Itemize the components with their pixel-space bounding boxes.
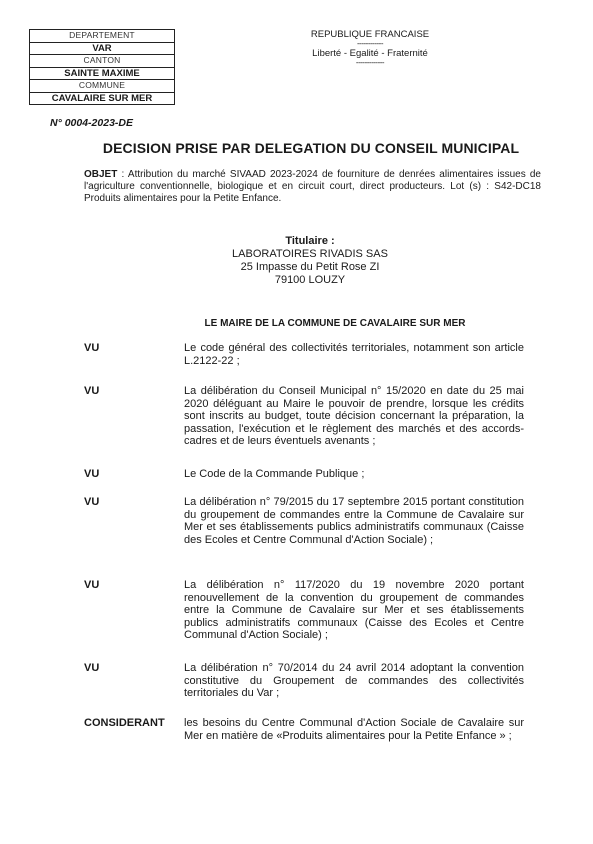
decision-reference: N° 0004-2023-DE — [50, 117, 133, 129]
republic-title: REPUBLIQUE FRANCAISE — [310, 29, 430, 40]
clause-text: Le Code de la Commande Publique ; — [184, 468, 365, 480]
clause-text: La délibération n° 79/2015 du 17 septembre 2015 portant constitution du groupement de commandes entre la Commune de Cavalaire sur Mer et ses établissements publics administratifs communaux (Caisse des Ecoles et Centre Communal d'Action Sociale) ; — [184, 496, 524, 546]
canton-label: CANTON — [30, 55, 174, 68]
clause-key: VU — [84, 662, 100, 674]
titulaire-block — [210, 235, 410, 287]
republic-header — [290, 29, 450, 67]
objet-paragraph — [84, 169, 541, 205]
clause-key: VU — [84, 496, 100, 508]
maire-heading: LE MAIRE DE LA COMMUNE DE CAVALAIRE SUR MER — [204, 318, 466, 329]
clause-key: CONSIDERANT — [84, 717, 165, 729]
clause-text: les besoins du Centre Communal d'Action Sociale de Cavalaire sur Mer en matière de «Produits alimentaires pour la Petite Enfance » ; — [184, 717, 524, 742]
separator-top: ------------ — [357, 39, 383, 48]
clause-text: La délibération du Conseil Municipal n° 15/2020 en date du 25 mai 2020 déléguant au Maire le pouvoir de prendre, lorsque les crédits sont inscrits au budget, toute décision concernant la préparation, la passation, l'exécution et le règlement des marchés et des accords-cadres et de leurs éventuels avenants ; — [184, 385, 524, 447]
clause-key: VU — [84, 579, 100, 591]
titulaire-name: LABORATOIRES RIVADIS SAS — [232, 248, 388, 260]
clause-text: La délibération n° 117/2020 du 19 novembre 2020 portant renouvellement de la convention du groupement de commandes entre la Commune de Cavalaire sur Mer et ses établissements publics administratifs communaux (Caisse des Ecoles et Centre Communal d'Action Sociale) ; — [184, 579, 524, 641]
titulaire-city: 79100 LOUZY — [274, 274, 346, 286]
departement-label: DEPARTEMENT — [30, 30, 174, 43]
titulaire-address: 25 Impasse du Petit Rose ZI — [240, 261, 380, 273]
clause-text: Le code général des collectivités territoriales, notamment son article L.2122-22 ; — [184, 342, 524, 367]
canton-value: SAINTE MAXIME — [30, 68, 174, 81]
clause-key: VU — [84, 385, 100, 397]
clause-key: VU — [84, 342, 100, 354]
administrative-box — [29, 29, 175, 105]
departement-value: VAR — [30, 43, 174, 56]
objet-text: : Attribution du marché SIVAAD 2023-2024 de fourniture de denrées alimentaires issues de l'agriculture conventionnelle, biologique et en circuit court, direct producteurs. Lot (s) : S42-DC18 Produits alimentaires pour la Petite Enfance. — [84, 169, 541, 204]
page-title: DECISION PRISE PAR DELEGATION DU CONSEIL MUNICIPAL — [102, 140, 520, 156]
clause-key: VU — [84, 468, 100, 480]
separator-bottom: ------------- — [355, 58, 385, 67]
titulaire-label: Titulaire : — [285, 235, 335, 247]
commune-value: CAVALAIRE SUR MER — [51, 92, 153, 104]
clause-text: La délibération n° 70/2014 du 24 avril 2014 adoptant la convention constitutive du Groupement de commandes des collectivités territoriales du Var ; — [184, 662, 524, 699]
republic-motto: Liberté - Egalité - Fraternité — [312, 48, 428, 59]
commune-label: COMMUNE — [30, 80, 174, 93]
objet-label: OBJET — [84, 169, 118, 180]
